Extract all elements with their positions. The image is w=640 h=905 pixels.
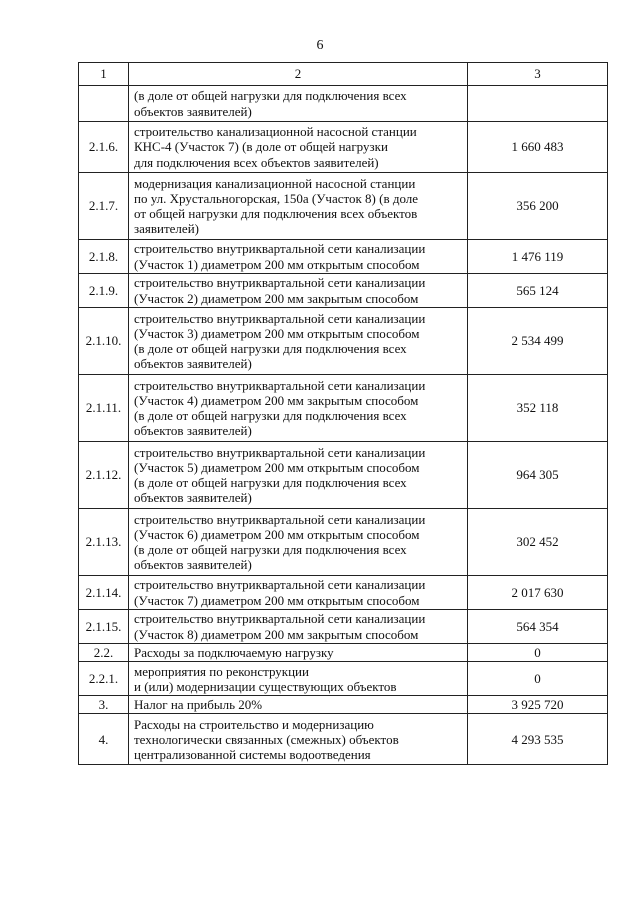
row-value: 0 [468, 662, 608, 696]
description-line: строительство внутриквартальной сети канализации [134, 611, 426, 627]
description-line: (в доле от общей нагрузки для подключения всех [134, 408, 407, 423]
row-description [129, 122, 468, 173]
description-line: (Участок 7) диаметром 200 мм открытым способом [134, 592, 420, 608]
description-line: (в доле от общей нагрузки для подключения всех [134, 542, 407, 557]
row-description [129, 610, 468, 644]
row-value: 352 118 [468, 375, 608, 442]
row-number: 2.1.10. [79, 308, 129, 375]
row-description [129, 173, 468, 240]
row-description [129, 274, 468, 308]
description-line: строительство внутриквартальной сети канализации [134, 241, 426, 257]
description-line: (Участок 3) диаметром 200 мм открытым способом [134, 325, 420, 341]
row-value: 2 534 499 [468, 308, 608, 375]
description-line: строительство внутриквартальной сети канализации [134, 377, 426, 393]
row-number: 2.1.6. [79, 122, 129, 173]
row-number: 2.1.12. [79, 442, 129, 509]
description-line: модернизация канализационной насосной станции [134, 175, 416, 191]
table-row [79, 576, 608, 610]
description-line: централизованной системы водоотведения [134, 747, 371, 762]
description-line: для подключения всех объектов заявителей) [134, 154, 379, 170]
description-line: объектов заявителей) [134, 557, 252, 573]
description-line: технологически связанных (смежных) объектов [134, 731, 399, 747]
row-description [129, 644, 468, 662]
row-description [129, 308, 468, 375]
row-number: 2.1.7. [79, 173, 129, 240]
row-description [129, 662, 468, 696]
row-number: 2.1.15. [79, 610, 129, 644]
row-value: 2 017 630 [468, 576, 608, 610]
table-row [79, 509, 608, 576]
table-row [79, 696, 608, 714]
description-line: объектов заявителей) [134, 103, 252, 119]
description-line: Расходы за подключаемую нагрузку [134, 645, 334, 660]
description-line: КНС-4 (Участок 7) (в доле от общей нагрузки [134, 139, 388, 155]
description-line: Налог на прибыль 20% [134, 697, 263, 713]
row-number: 2.2.1. [79, 662, 129, 696]
row-description [129, 714, 468, 765]
table-row [79, 122, 608, 173]
description-line: объектов заявителей) [134, 490, 252, 506]
table-row [79, 610, 608, 644]
description-line: (Участок 1) диаметром 200 мм открытым способом [134, 256, 420, 272]
table-row [79, 173, 608, 240]
description-line: (в доле от общей нагрузки для подключения всех [134, 475, 407, 490]
row-description [129, 576, 468, 610]
description-line: строительство внутриквартальной сети канализации [134, 511, 426, 527]
description-line: строительство внутриквартальной сети канализации [134, 310, 426, 326]
row-number: 2.1.14. [79, 576, 129, 610]
page-number: 6 [316, 38, 324, 53]
row-description [129, 86, 468, 122]
table-row [79, 86, 608, 122]
description-line: (Участок 8) диаметром 200 мм закрытым способом [134, 626, 419, 642]
description-line: строительство внутриквартальной сети канализации [134, 577, 426, 593]
table-row [79, 644, 608, 662]
description-line: (Участок 5) диаметром 200 мм открытым способом [134, 459, 420, 475]
description-line: и (или) модернизации существующих объектов [134, 678, 397, 694]
cost-table [78, 62, 608, 765]
row-description [129, 240, 468, 274]
row-description [129, 509, 468, 576]
description-line: мероприятия по реконструкции [134, 663, 309, 679]
description-line: (Участок 2) диаметром 200 мм закрытым способом [134, 290, 419, 306]
row-value: 4 293 535 [468, 714, 608, 765]
description-line: от общей нагрузки для подключения всех объектов [134, 206, 418, 221]
table-row [79, 308, 608, 375]
row-number: 2.1.11. [79, 375, 129, 442]
row-description [129, 696, 468, 714]
row-number: 2.1.9. [79, 274, 129, 308]
description-line: объектов заявителей) [134, 423, 252, 439]
row-value: 1 476 119 [468, 240, 608, 274]
description-line: (Участок 6) диаметром 200 мм открытым способом [134, 526, 420, 542]
row-value: 564 354 [468, 610, 608, 644]
table-row [79, 375, 608, 442]
description-line: по ул. Хрустальногорская, 150а (Участок 8) (в доле [134, 190, 419, 206]
table-header-row [79, 63, 608, 86]
table-row [79, 240, 608, 274]
row-value: 356 200 [468, 173, 608, 240]
table-row [79, 714, 608, 765]
row-number: 2.2. [79, 644, 129, 662]
table-row [79, 442, 608, 509]
row-number: 2.1.8. [79, 240, 129, 274]
column-header-value: 3 [468, 63, 608, 86]
column-header-description: 2 [129, 63, 468, 86]
table-row [79, 274, 608, 308]
row-value: 964 305 [468, 442, 608, 509]
row-value: 565 124 [468, 274, 608, 308]
row-value: 1 660 483 [468, 122, 608, 173]
row-value [468, 86, 608, 122]
row-number: 4. [79, 714, 129, 765]
description-line: Расходы на строительство и модернизацию [134, 716, 374, 732]
row-number: 3. [79, 696, 129, 714]
row-description [129, 375, 468, 442]
description-line: строительство канализационной насосной станции [134, 124, 417, 140]
description-line: строительство внутриквартальной сети канализации [134, 444, 426, 460]
description-line: объектов заявителей) [134, 356, 252, 372]
description-line: строительство внутриквартальной сети канализации [134, 275, 426, 291]
description-line: (Участок 4) диаметром 200 мм закрытым способом [134, 392, 419, 408]
description-line: (в доле от общей нагрузки для подключения всех [134, 88, 407, 104]
description-line: заявителей) [134, 221, 199, 237]
row-value: 3 925 720 [468, 696, 608, 714]
description-line: (в доле от общей нагрузки для подключения всех [134, 341, 407, 356]
row-number [79, 86, 129, 122]
row-value: 0 [468, 644, 608, 662]
row-number: 2.1.13. [79, 509, 129, 576]
table-row [79, 662, 608, 696]
column-header-number: 1 [79, 63, 129, 86]
row-value: 302 452 [468, 509, 608, 576]
row-description [129, 442, 468, 509]
